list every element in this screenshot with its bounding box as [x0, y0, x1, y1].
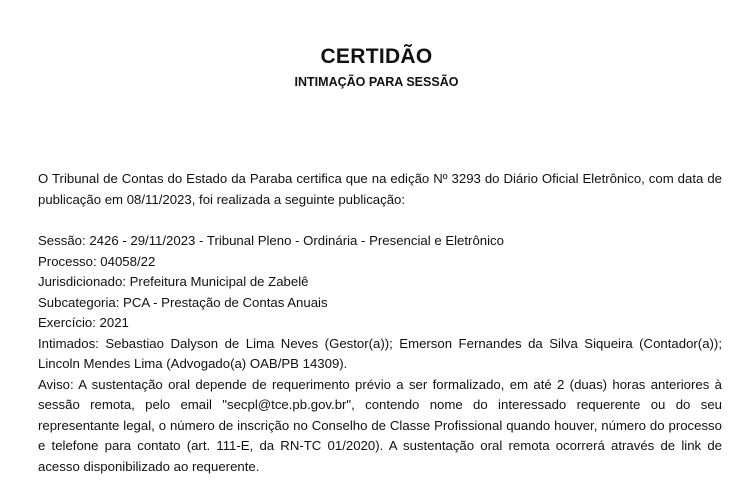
- exercicio-line: Exercício: 2021: [38, 315, 129, 330]
- jurisdicionado-line: Jurisdicionado: Prefeitura Municipal de Zabelê: [38, 274, 309, 289]
- sessao-line: Sessão: 2426 - 29/11/2023 - Tribunal Pleno - Ordinária - Presencial e Eletrônico: [38, 233, 504, 248]
- intimados-paragraph: Intimados: Sebastiao Dalyson de Lima Neves (Gestor(a)); Emerson Fernandes da Silva Siqueira (Contador(a)); Lincoln Mendes Lima (Advogado(a) OAB/PB 14309).: [38, 335, 722, 371]
- aviso-paragraph: Aviso: A sustentação oral depende de requerimento prévio a ser formalizado, em até 2 (duas) horas anteriores à sessão remota, pelo email "secpl@tce.pb.gov.br", contendo nome do interessado requerente ou do seu representante legal, o número de inscrição no Conselho de Classe Profissional quando houver, número do processo e telefone para contato (art. 111-E, da RN-TC 01/2020). A sustentação oral remota ocorrerá através de link de acesso disponibilizado ao requerente.: [38, 376, 722, 474]
- document-subtitle: INTIMAÇÃO PARA SESSÃO: [294, 75, 459, 89]
- subcategoria-line: Subcategoria: PCA - Prestação de Contas Anuais: [38, 294, 328, 310]
- intro-paragraph: O Tribunal de Contas do Estado da Paraba certifica que na edição Nº 3293 do Diário Oficial Eletrônico, com data de publicação em 08/11/2023, foi realizada a seguinte publicação:: [38, 171, 722, 207]
- document-title: CERTIDÃO: [320, 45, 433, 68]
- processo-line: Processo: 04058/22: [38, 253, 156, 269]
- publication-details: [38, 231, 722, 477]
